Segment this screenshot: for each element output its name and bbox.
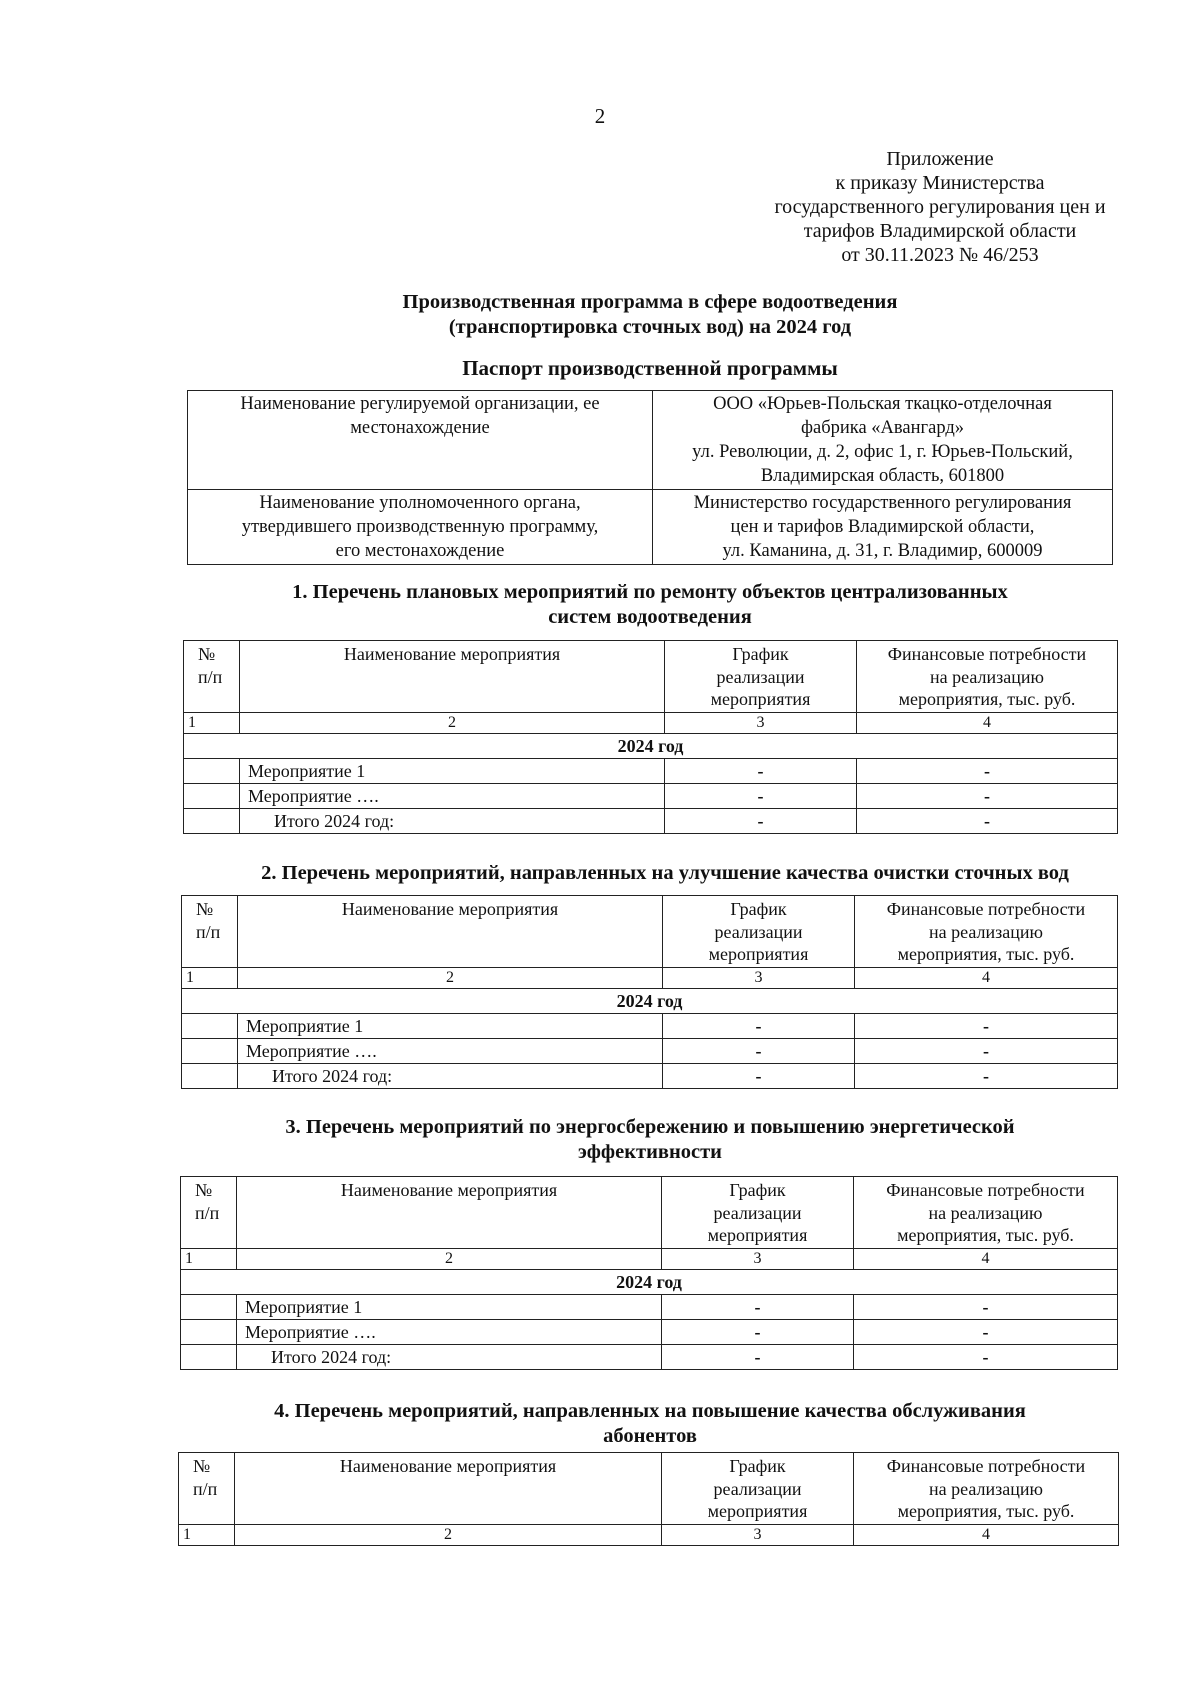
table-header-row: № п/п Наименование мероприятия График реализации мероприятия Финансовые потребности на реализацию мероприятия, тыс. руб. [182,896,1118,968]
section-1-title: 1. Перечень плановых мероприятий по ремонту объектов централизованных систем водоотведения [292,581,1008,628]
table-row: Мероприятие …. - - [181,1320,1118,1345]
passport-value: Министерство государственного регулирования цен и тарифов Владимирской области, ул. Каманина, д. 31, г. Владимир, 600009 [653,490,1113,565]
document-title [150,290,1150,340]
table-row: Мероприятие 1 - - [181,1295,1118,1320]
table-row: Мероприятие …. - - [184,784,1118,809]
passport-title: Паспорт производственной программы [462,356,838,380]
appendix-block [700,147,1180,267]
appendix-line: Приложение [886,148,994,170]
table-total-row: Итого 2024 год: - - [182,1064,1118,1089]
passport-value: ООО «Юрьев-Польская ткацко-отделочная фабрика «Авангард» ул. Революции, д. 2, офис 1, г. Юрьев-Польский, Владимирская область, 601800 [653,391,1113,490]
section-3-table [180,1176,1118,1370]
passport-label: Наименование уполномоченного органа, утвердившего производственную программу, его местонахождение [188,490,653,565]
section-3-title: 3. Перечень мероприятий по энергосбережению и повышению энергетической эффективности [285,1116,1015,1163]
table-total-row: Итого 2024 год: - - [184,809,1118,834]
col-finance-header: Финансовые потребности на реализацию мероприятия, тыс. руб. [857,641,1118,713]
section-1-table [183,640,1118,834]
section-2-table [181,895,1118,1089]
col-num-header: № п/п [184,641,240,713]
year-row: 2024 год [184,734,1118,759]
col-schedule-header: График реализации мероприятия [665,641,857,713]
section-2-title: 2. Перечень мероприятий, направленных на улучшение качества очистки сточных вод [261,862,1069,884]
table-row: Мероприятие 1 - - [182,1014,1118,1039]
page-number: 2 [594,104,606,128]
col-name-header: Наименование мероприятия [240,641,665,713]
section-4-table [178,1452,1119,1546]
column-number-row: 1 2 3 4 [184,713,1118,734]
section-4-title: 4. Перечень мероприятий, направленных на повышение качества обслуживания абонентов [274,1400,1026,1447]
appendix-line: государственного регулирования цен и [774,196,1106,218]
title-line: (транспортировка сточных вод) на 2024 год [448,316,852,338]
column-number-row: 1 2 3 4 [181,1249,1118,1270]
appendix-line: от 30.11.2023 № 46/253 [841,244,1039,266]
column-number-row: 1 2 3 4 [179,1525,1119,1546]
table-row: Мероприятие 1 - - [184,759,1118,784]
column-number-row: 1 2 3 4 [182,968,1118,989]
title-line: Производственная программа в сфере водоотведения [402,291,898,313]
passport-table [187,390,1113,565]
year-row: 2024 год [181,1270,1118,1295]
table-total-row: Итого 2024 год: - - [181,1345,1118,1370]
passport-row-authority [188,490,1113,565]
appendix-line: к приказу Министерства [835,172,1045,194]
table-header-row: № п/п Наименование мероприятия График реализации мероприятия Финансовые потребности на реализацию мероприятия, тыс. руб. [181,1177,1118,1249]
table-row: Мероприятие …. - - [182,1039,1118,1064]
appendix-line: тарифов Владимирской области [803,220,1077,242]
year-row: 2024 год [182,989,1118,1014]
passport-label: Наименование регулируемой организации, ее местонахождение [188,391,653,490]
passport-row-organization [188,391,1113,490]
table-header-row: № п/п Наименование мероприятия График реализации мероприятия Финансовые потребности на реализацию мероприятия, тыс. руб. [179,1453,1119,1525]
table-header-row [184,641,1118,713]
